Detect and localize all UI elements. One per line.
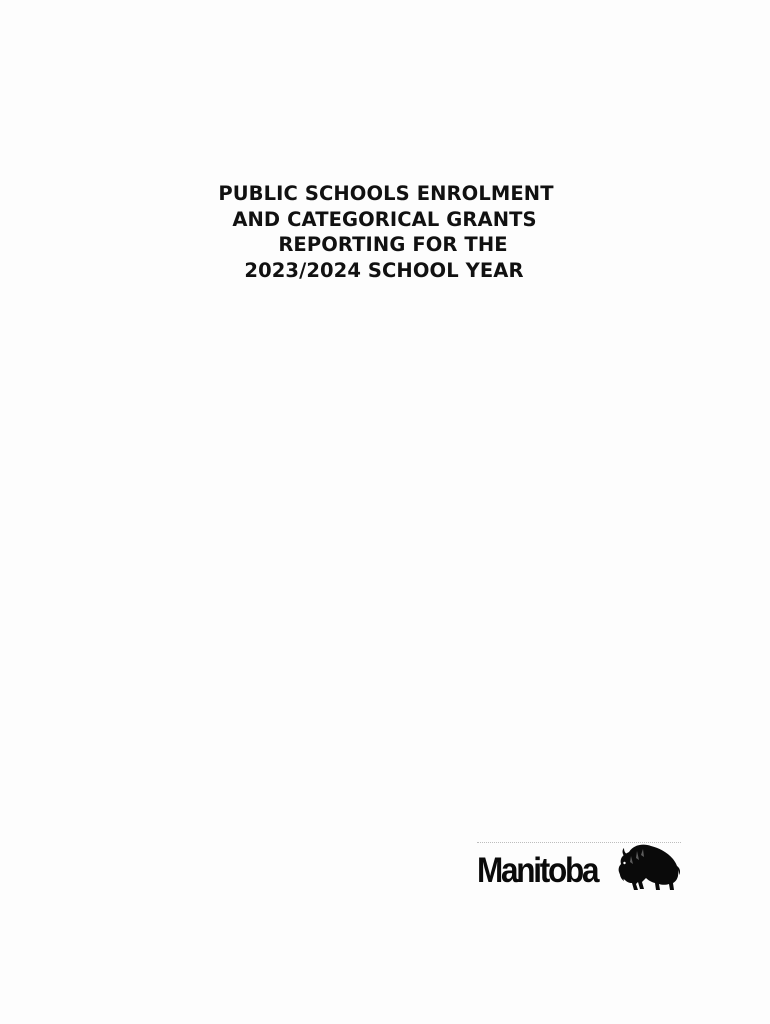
- title-line-4: 2023/2024 SCHOOL YEAR: [244, 258, 524, 282]
- document-title: [0, 181, 770, 283]
- bison-icon: [615, 842, 681, 892]
- manitoba-logo: [477, 838, 681, 894]
- title-line-1: PUBLIC SCHOOLS ENROLMENT: [218, 182, 554, 205]
- logo-wordmark: Manitoba: [477, 851, 598, 890]
- title-line-3: REPORTING FOR THE: [278, 233, 508, 256]
- title-line-2: AND CATEGORICAL GRANTS: [232, 207, 537, 231]
